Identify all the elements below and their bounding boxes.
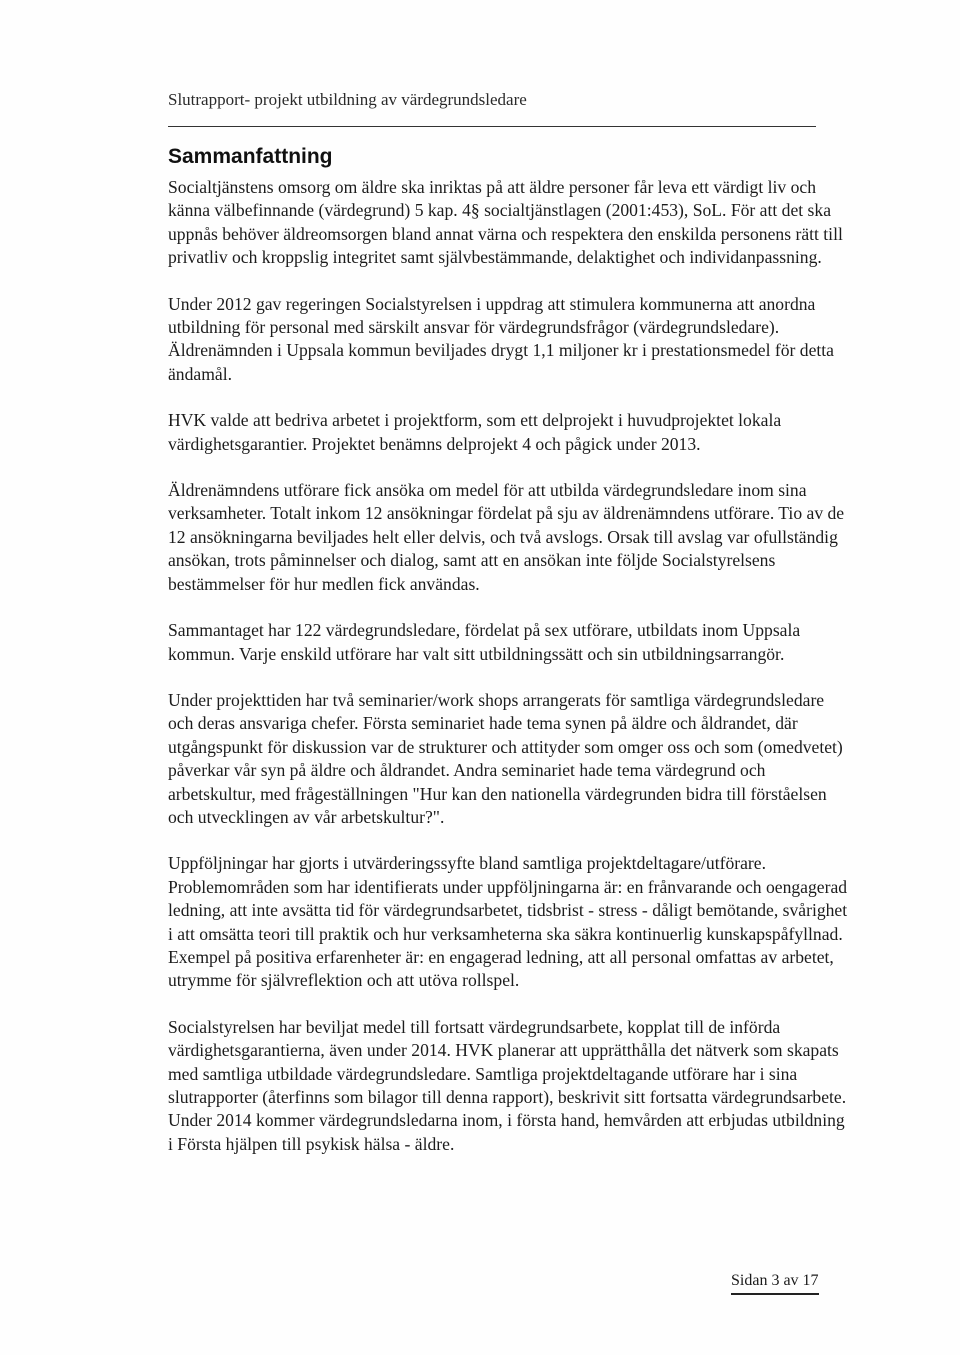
page-number: Sidan 3 av 17 (731, 1272, 819, 1295)
paragraph-assignment: Under 2012 gav regeringen Socialstyrelsen i uppdrag att stimulera kommunerna att anordna utbildning för personal med särskilt ansvar för värdegrundsfrågor (värdegrundsledare). Äldrenämnden i Uppsala kommun beviljades drygt 1,1 miljoner kr i prestationsmedel för detta ändamål. (168, 293, 834, 384)
paragraph-intro: Socialtjänstens omsorg om äldre ska inriktas på att äldre personer får leva ett värdigt liv och känna välbefinnande (värdegrund) 5 kap. 4§ socialtjänstlagen (2001:453), SoL. För att det ska uppnås behöver äldreomsorgen bland annat värna och respektera den enskilda personens rätt till privatliv och kroppslig integritet samt självbestämmande, delaktighet och individanpassning. (168, 177, 843, 268)
paragraph-project-form: HVK valde att bedriva arbetet i projektform, som ett delprojekt i huvudprojektet lokala värdighetsgarantier. Projektet benämns delprojekt 4 och pågick under 2013. (168, 410, 782, 454)
header-divider (168, 126, 816, 127)
running-header: Slutrapport- projekt utbildning av värdegrundsledare (168, 90, 527, 109)
body-text (168, 176, 848, 1179)
paragraph-seminars: Under projekttiden har två seminarier/work shops arrangerats för samtliga värdegrundsledare och deras ansvariga chefer. Första seminariet hade tema synen på äldre och åldrandet, där utgångspunkt för diskussion var de strukturer och attityder som omger oss och som (omedvetet) påverkar vår syn på äldre och åldrandet. Andra seminariet hade tema värdegrund och arbetskultur, med frågeställningen "Hur kan den nationella värdegrunden bidra till förståelsen och utvecklingen av vår arbetskultur?". (168, 689, 843, 827)
paragraph-continuation: Socialstyrelsen har beviljat medel till fortsatt värdegrundsarbete, kopplat till de införda värdighetsgarantierna, även under 2014. HVK planerar att upprätthålla det nätverk som skapats med samtliga utbildade värdegrundsledare. Samtliga projektdeltagande utförare har i sina slutrapporter (återfinns som bilagor till denna rapport), beskrivit sitt fortsatta värdegrundsarbete. Under 2014 kommer värdegrundsledarna inom, i första hand, hemvården att erbjudas utbildning i Första hjälpen till psykisk hälsa - äldre. (168, 1016, 847, 1154)
paragraph-follow-up: Uppföljningar har gjorts i utvärderingssyfte bland samtliga projektdeltagare/utförare. Problemområden som har identifierats under uppföljningarna är: en frånvarande och oengagerad ledning, att inte avsätta tid för värdegrundsarbetet, tidsbrist - stress - dåligt bemötande, svårighet i att omsätta teori till praktik och hur verksamheterna ska säkra kontinuerlig kunskapspåfyllnad. Exempel på positiva erfarenheter är: en engagerad ledning, att all personal omfattas av arbetet, utrymme för självreflektion och att utöva rollspel. (168, 853, 848, 991)
paragraph-trained-leaders: Sammantaget har 122 värdegrundsledare, fördelat på sex utförare, utbildats inom Uppsala kommun. Varje enskild utförare har valt sitt utbildningssätt och sin utbildningsarrangör. (168, 620, 801, 664)
section-title: Sammanfattning (168, 145, 333, 168)
paragraph-applications: Äldrenämndens utförare fick ansöka om medel för att utbilda värdegrundsledare inom sina verksamheter. Totalt inkom 12 ansökningar fördelat på sju av äldrenämndens utförare. Tio av de 12 ansökningarna beviljades helt eller delvis, och två avslogs. Orsak till avslag var ofullständig ansökan, trots påminnelser och dialog, samt att en ansökan inte följde Socialstyrelsens bestämmelser för hur medlen fick användas. (168, 480, 845, 594)
